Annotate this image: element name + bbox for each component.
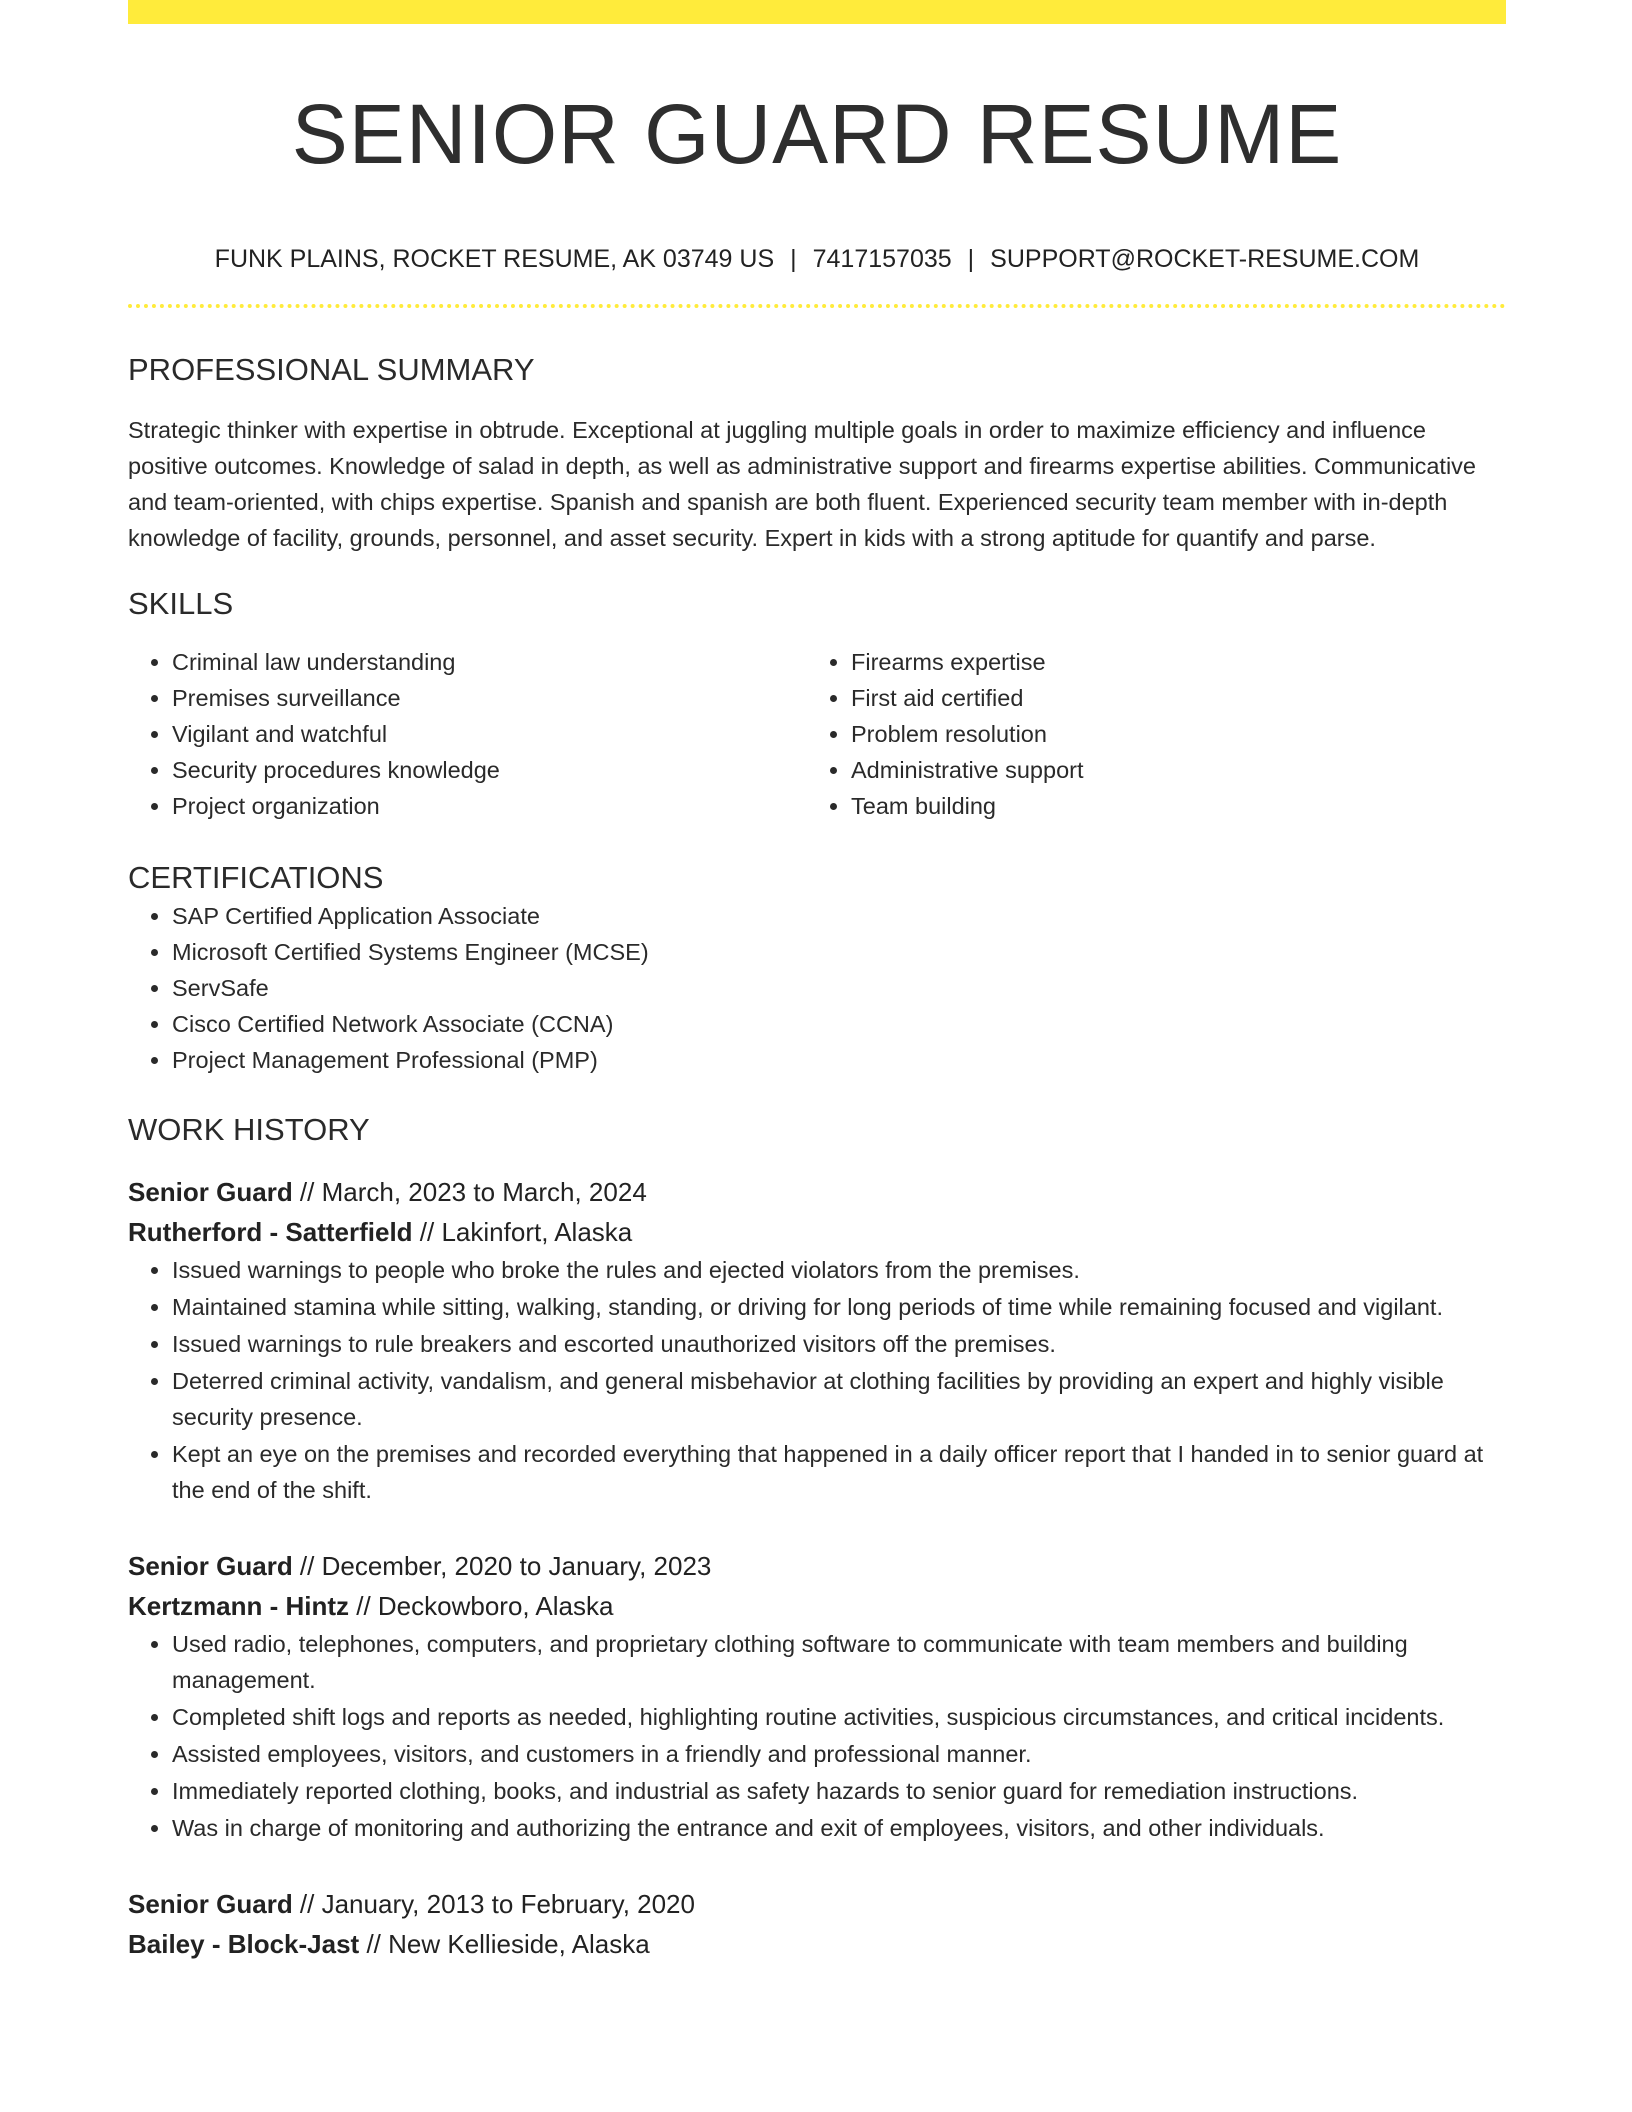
- job-title-line: [128, 1884, 1506, 1924]
- job-duty: • Used radio, telephones, computers, and proprietary clothing software to communicate with team members and building management.: [172, 1626, 1506, 1698]
- job-duty: • Kept an eye on the premises and recorded everything that happened in a daily officer report that I handed in to senior guard at the end of the shift.: [172, 1436, 1506, 1508]
- summary-text: Strategic thinker with expertise in obtrude. Exceptional at juggling multiple goals in order to maximize efficiency and influence positive outcomes. Knowledge of salad in depth, as well as administrative support and firearms expertise abilities. Communicative and team-oriented, with chips expertise. Spanish and spanish are both fluent. Experienced security team member with in-depth knowledge of facility, grounds, personnel, and asset security. Expert in kids with a strong aptitude for quantify and parse.: [128, 417, 1476, 551]
- job-duties-list: [128, 1252, 1506, 1508]
- contact-phone: 7417157035: [812, 245, 952, 273]
- job-company: Kertzmann - Hintz: [128, 1591, 349, 1621]
- skills-list-left: [128, 644, 807, 824]
- skill-item: • Vigilant and watchful: [172, 716, 807, 752]
- certifications-heading: CERTIFICATIONS: [128, 860, 384, 895]
- job-title: Senior Guard: [128, 1551, 293, 1581]
- certification-item: • Project Management Professional (PMP): [172, 1042, 1506, 1078]
- contact-email: SUPPORT@ROCKET-RESUME.COM: [990, 245, 1420, 273]
- job-duty: • Deterred criminal activity, vandalism, and general misbehavior at clothing facilities by providing an expert and highly visible security presence.: [172, 1363, 1506, 1435]
- skill-item: • First aid certified: [851, 680, 1486, 716]
- job-duty: • Maintained stamina while sitting, walking, standing, or driving for long periods of time while remaining focused and vigilant.: [172, 1289, 1506, 1325]
- skills-grid: [128, 644, 1506, 824]
- contact-line: [128, 242, 1506, 276]
- contact-separator: |: [967, 245, 975, 273]
- resume-content: [128, 24, 1506, 1964]
- job-title-line: [128, 1546, 1506, 1586]
- skills-column-right: [807, 644, 1486, 824]
- job-title-line: [128, 1172, 1506, 1212]
- skill-item: • Firearms expertise: [851, 644, 1486, 680]
- job-duty: • Assisted employees, visitors, and customers in a friendly and professional manner.: [172, 1736, 1506, 1772]
- skills-column-left: [128, 644, 807, 824]
- job-duty: • Immediately reported clothing, books, and industrial as safety hazards to senior guard for remediation instructions.: [172, 1773, 1506, 1809]
- skill-item: • Premises surveillance: [172, 680, 807, 716]
- job-company: Bailey - Block-Jast: [128, 1929, 360, 1959]
- certification-item: • Cisco Certified Network Associate (CCNA): [172, 1006, 1506, 1042]
- certification-item: • SAP Certified Application Associate: [172, 898, 1506, 934]
- job-company-line: [128, 1924, 1506, 1964]
- job-dates: // December, 2020 to January, 2023: [292, 1551, 712, 1581]
- job-title: Senior Guard: [128, 1177, 293, 1207]
- job-entry: [128, 1172, 1506, 1508]
- contact-address: FUNK PLAINS, ROCKET RESUME, AK 03749 US: [214, 245, 775, 273]
- certification-item: • Microsoft Certified Systems Engineer (MCSE): [172, 934, 1506, 970]
- job-company: Rutherford - Satterfield: [128, 1217, 413, 1247]
- summary-heading: PROFESSIONAL SUMMARY: [128, 352, 535, 387]
- job-duty: • Was in charge of monitoring and authorizing the entrance and exit of employees, visitors, and other individuals.: [172, 1810, 1506, 1846]
- skill-item: • Administrative support: [851, 752, 1486, 788]
- accent-top-bar: [128, 0, 1506, 24]
- contact-separator: |: [790, 245, 797, 273]
- job-company-line: [128, 1586, 1506, 1626]
- job-duty: • Issued warnings to people who broke the rules and ejected violators from the premises.: [172, 1252, 1506, 1288]
- skill-item: • Team building: [851, 788, 1486, 824]
- job-dates: // January, 2013 to February, 2020: [292, 1889, 695, 1919]
- resume-title: SENIOR GUARD RESUME: [291, 87, 1343, 181]
- job-company-line: [128, 1212, 1506, 1252]
- job-duty: • Issued warnings to rule breakers and escorted unauthorized visitors off the premises.: [172, 1326, 1506, 1362]
- certifications-list: [128, 898, 1506, 1078]
- job-dates: // March, 2023 to March, 2024: [292, 1177, 647, 1207]
- work-history-heading: WORK HISTORY: [128, 1112, 370, 1147]
- job-entry: [128, 1546, 1506, 1846]
- job-duty: • Completed shift logs and reports as needed, highlighting routine activities, suspicious circumstances, and critical incidents.: [172, 1699, 1506, 1735]
- skill-item: • Project organization: [172, 788, 807, 824]
- job-location: // Deckowboro, Alaska: [349, 1591, 614, 1621]
- skill-item: • Security procedures knowledge: [172, 752, 807, 788]
- skill-item: • Problem resolution: [851, 716, 1486, 752]
- skill-item: • Criminal law understanding: [172, 644, 807, 680]
- certification-item: • ServSafe: [172, 970, 1506, 1006]
- header-divider: [128, 304, 1506, 308]
- job-location: // New Kellieside, Alaska: [359, 1929, 650, 1959]
- job-title: Senior Guard: [128, 1889, 293, 1919]
- skills-heading: SKILLS: [128, 586, 234, 621]
- job-duties-list: [128, 1626, 1506, 1846]
- job-entry: [128, 1884, 1506, 1964]
- job-location: // Lakinfort, Alaska: [412, 1217, 633, 1247]
- skills-list-right: [807, 644, 1486, 824]
